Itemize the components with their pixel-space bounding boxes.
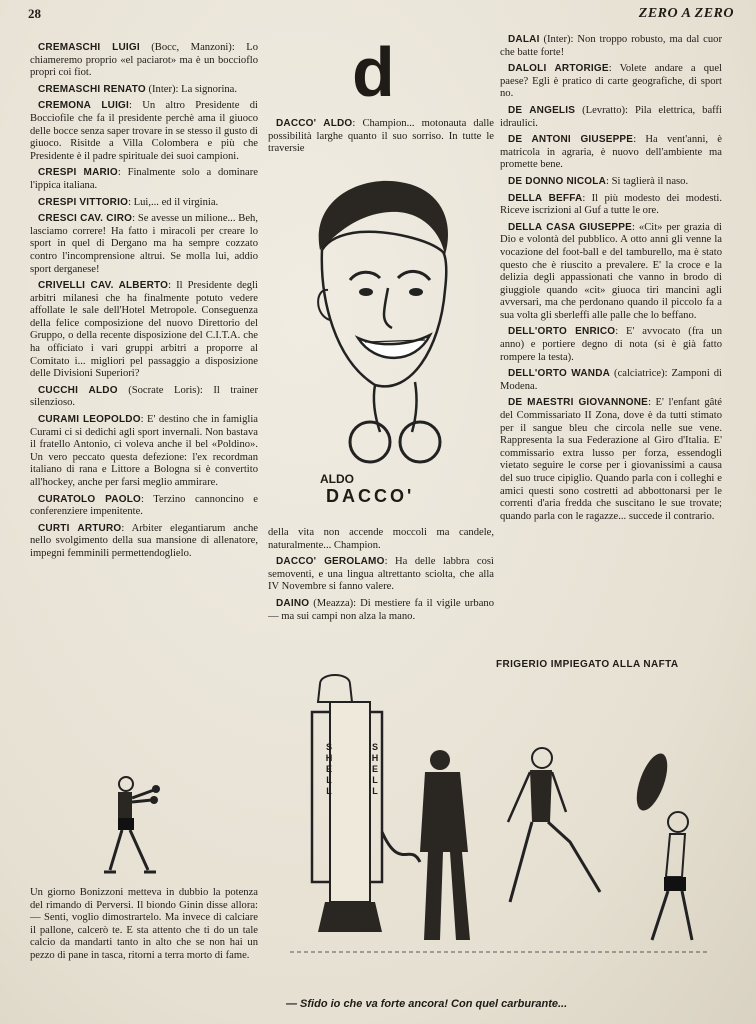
entry [30,100,258,163]
column-2-top [268,118,494,160]
column-3 [500,34,722,527]
entry-text: (Bocc, Manzoni): Lo chiameremo proprio «el paciarot» ma è un boccioflo propri coi fiot. [30,42,258,79]
entry-text: : Arbiter elegantiarum anche nello svolgimento della sua mansione di allenatore, impegni femminili permettendoglielo. [30,522,258,559]
entry [268,118,494,156]
entry-name: DALOLI ARTORIGE [508,63,609,75]
entry-text: : Volete andare a quel paese? Egli è pratico di carte geografiche, di sport no. [500,63,722,100]
entry-text: (Socrate Loris): Il trainer silenzioso. [30,384,258,409]
entry-text: : Un altro Presidente di Bocciofile che fa il presidente perchè ama il giuoco delle bocce senza saper trovare in se stesso il gusto di giuoco. Risitde a Villa Colombera e più che Presidente è il padre spirituale dei suoi campioni. [30,100,258,162]
entry-text: : «Cit» per grazia di Dio e volontà del pubblico. A otto anni gli venne la vocazione del foot-ball e del tamburello, ma è stato questo che è riuscito a prevalere. E' la croce e la delizia degli appassionati che vanno in brodo di giuggiole quando «cit» giuoca tiri mancini agli avversari, ma che perdonano quando il piccolo fa a sua volta gli sberleffi alle palle che lo beffano. [500,221,722,321]
column-2-bottom [268,527,494,627]
anecdote-text: Un giorno Bonizzoni metteva in dubbio la potenza del rimando di Perversi. Il biondo Ginin disse allora: — Senti, voglio dimostrartelo. Ma invece di calciare il pallone, calcerò te. E sta attento che ti do un tale calcio da mandarti tanto in alto che se non hai un pezzo di pane in tasca, ritorni a terra morto di fame. [30,887,258,961]
illustration-caption: FRIGERIO IMPIEGATO ALLA NAFTA [496,659,679,670]
entry-name: DELLA BEFFA [508,192,583,204]
pump-label-2: SHELL [370,742,380,797]
entry-text: (Inter): La signorina. [145,83,238,95]
entry-name: CREMASCHI RENATO [38,83,146,95]
entry-name: CRIVELLI CAV. ALBERTO [38,280,169,292]
entry-text: : Terzino cannoncino e conferenziere impenitente. [30,493,258,518]
entry-name: CREMASCHI LUIGI [38,42,140,53]
entry [500,105,722,130]
entry-text: (Levratto): Pila elettrica, baffi idraulici. [500,104,722,129]
cartoon-caption: — Sfido io che va forte ancora! Con quel carburante... [286,998,568,1010]
entry [500,193,722,218]
entry-name: CRESCI CAV. CIRO [38,213,133,225]
entry [500,134,722,172]
entry-name: DE ANGELIS [508,104,576,116]
entry-name: CURAMI LEOPOLDO [38,414,141,426]
entry [30,280,258,381]
entry-name: DACCO' ALDO [276,118,353,129]
entry [268,527,494,552]
entry [500,326,722,364]
section-letter: d [352,33,395,111]
entry-text: : Il Presidente degli arbitri milanesi che ha finalmente potuto vedere affollate le sale dell'Hotel Metropole. Conseguenza della felice composizione del nuovo Direttorio del Gruppo, o della recente disposizione del C.I.T.A. che ha officiato i vari gruppi arbitri a proporre al Comitato i... migliori pel passaggio a disposizione delle Divisioni Superiori? [30,280,258,380]
page-number: 28 [28,6,41,21]
entry [30,84,258,97]
entry-name: DACCO' GEROLAMO [276,556,385,568]
caricature-illustration [280,170,480,520]
magazine-title: ZERO A ZERO [638,6,734,21]
entry-text: (Inter): Non troppo robusto, ma dal cuor che batte forte! [500,34,722,58]
column-1 [30,42,258,565]
entry-text: della vita non accende moccoli ma candele, naturalmente... Champion. [268,527,494,551]
entry-name: DE MAESTRI GIOVANNONE [508,397,649,409]
entry-name: CRESPI VITTORIO [38,196,129,208]
signature-first-name: ALDO [320,472,354,486]
signature-last-name: DACCO' [326,486,415,506]
entry [30,42,258,80]
shell-pump-illustration [280,672,720,992]
entry [500,63,722,101]
entry [500,368,722,393]
entry [30,213,258,276]
entry [500,397,722,523]
entry-name: CURATOLO PAOLO [38,493,141,505]
entry-name: DE ANTONI GIUSEPPE [508,134,634,146]
entry-text: (calciatrice): Zamponi di Modena. [500,368,722,392]
entry-text: : Ha delle labbra così semoventi, e una lingua altrettanto sciolta, che alla IV Novembre si fanno valere. [268,556,494,593]
entry-text: : E' l'enfant gâté del Commissariato II Zona, dove è da tutti stimato per il sangue bleu che circola nelle sue vene. Rappresenta la sua Federazione al Giro d'Italia. E' commissario extra lusso per forza, essendogli vietato seguire le corse per i giovanissimi a causa del suo truce cipiglio. Quando parla con i colleghi e amici questi sono costretti ad abbottonarsi per le correnti d'aria fredda che suscitano le sue trovate; quando parla con le ragazze... succede il contrario. [500,397,723,522]
entry-text: : Champion... motonauta dalle possibilità larghe quanto il suo sorriso. In tutte le traversie [268,118,495,155]
entry-text: : Se avesse un milione... Beh, lasciamo correre! Ha fatto i miracoli per creare lo sport in quel di Dergano ma ha sempre cozzato contro l'incomprensione altrui. Se molla lui, addio sport derganese! [30,213,258,275]
entry [500,222,722,323]
entry [30,197,258,210]
entry [268,598,494,623]
entry-name: CREMONA LUIGI [38,100,130,112]
entry-name: DELL'ORTO ENRICO [508,326,616,338]
entry-name: CURTI ARTURO [38,522,122,534]
entry-text: : E' destino che in famiglia Curami ci si dedichi agli sport invernali. Non bastava il fratello Antonio, ci voleva anche il bel «Poldino». Un vero peccato questa defezione: l'ex recordman italiano di rana e Littore a Bologna si è convertito all'hockey, anche per farsi meglio ammirare. [30,414,258,488]
entry-name: CRESPI MARIO [38,167,118,179]
entry [30,167,258,192]
entry-name: DE DONNO NICOLA [508,175,606,187]
pump-label-1: SHELL [324,742,334,797]
entry [268,556,494,594]
entry-text: : Si taglierà il naso. [606,175,689,187]
entry-name: DELL'ORTO WANDA [508,368,611,380]
entry-name: DALAI [508,34,540,45]
entry-text: : Finalmente solo a dominare l'ippica italiana. [30,167,258,191]
entry-name: DELLA CASA GIUSEPPE [508,221,633,233]
entry [30,494,258,519]
entry [500,176,722,189]
entry-name: DAINO [276,597,310,609]
boxer-illustration [96,772,176,882]
entry-text: : Ha vent'anni, è matricola in agraria, è nuovo dell'ambiente ma promette bene. [500,134,722,171]
entry [500,34,722,59]
entry-text: (Meazza): Di mestiere fa il vigile urbano — ma sui campi non alza la mano. [268,597,494,622]
caricature-signature [320,472,414,507]
entry [30,523,258,561]
entry-text: : Il più modesto dei modesti. Riceve iscrizioni al Guf a tutte le ore. [500,192,722,217]
entry-text: : Lui,... ed il virginia. [128,196,219,208]
entry-name: CUCCHI ALDO [38,384,118,396]
entry [30,414,258,490]
entry-text: : E' avvocato (fra un anno) e portiere degno di nota (si è già fatto rompere la testa). [500,326,722,363]
entry [30,385,258,410]
